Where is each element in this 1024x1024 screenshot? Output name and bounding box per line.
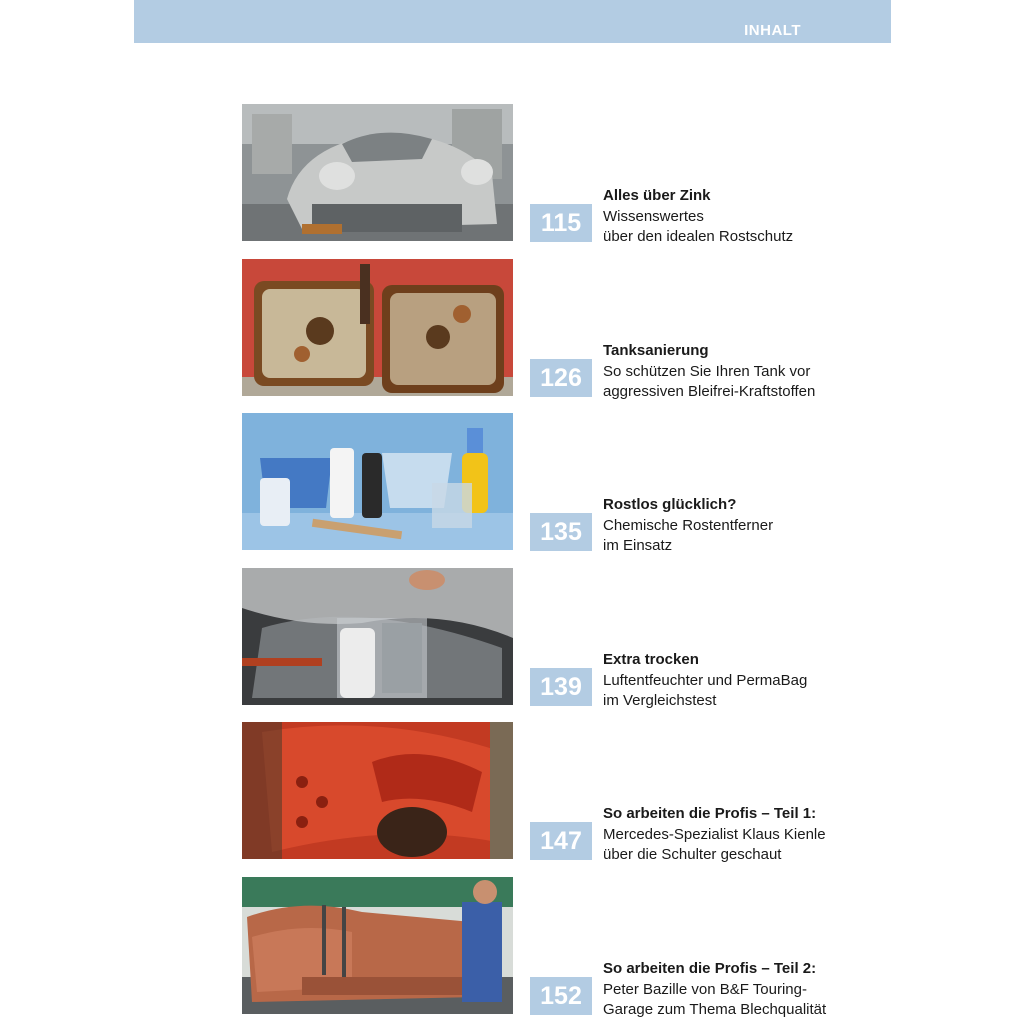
entry-line: Luftentfeuchter und PermaBag — [603, 671, 808, 689]
rusty-tanks-photo — [242, 259, 513, 396]
entry-line: im Einsatz — [603, 537, 673, 554]
entry-text — [603, 650, 903, 712]
entry-title: Rostlos glücklich? — [603, 496, 737, 513]
entry-line: im Vergleichstest — [603, 692, 717, 709]
toc-entry[interactable] — [0, 413, 1024, 554]
dehumidifier-permabag-photo — [242, 568, 513, 705]
entry-title: Tanksanierung — [603, 342, 709, 359]
rust-remover-products-photo — [242, 413, 513, 550]
entry-text — [603, 341, 903, 403]
section-title: INHALT — [744, 22, 801, 39]
header-bar — [134, 0, 891, 43]
entry-line: Chemische Rostentferner — [603, 516, 774, 534]
entry-line: Wissenswertes — [603, 207, 704, 225]
entry-title: So arbeiten die Profis – Teil 1: — [603, 805, 817, 822]
toc-entry[interactable] — [0, 104, 1024, 245]
entry-line: über die Schulter geschaut — [603, 846, 782, 863]
entry-line: Mercedes-Spezialist Klaus Kienle — [603, 825, 826, 843]
page-number: 126 — [530, 359, 592, 397]
entry-title: Extra trocken — [603, 651, 699, 668]
page-number: 147 — [530, 822, 592, 860]
entry-text — [603, 495, 903, 557]
entry-line: Peter Bazille von B&F Touring- — [603, 980, 807, 998]
page-number: 139 — [530, 668, 592, 706]
entry-line: Garage zum Thema Blechqualität — [603, 1001, 827, 1018]
toc-entry[interactable] — [0, 722, 1024, 863]
entry-text — [603, 804, 903, 866]
entry-line: aggressiven Bleifrei-Kraftstoffen — [603, 383, 816, 400]
page-number: 135 — [530, 513, 592, 551]
entry-text — [603, 959, 903, 1021]
page-number: 115 — [530, 204, 592, 242]
entry-title: So arbeiten die Profis – Teil 2: — [603, 960, 817, 977]
entry-title: Alles über Zink — [603, 187, 711, 204]
toc-entry[interactable] — [0, 568, 1024, 709]
toc-entry[interactable] — [0, 259, 1024, 400]
toc-entry[interactable] — [0, 877, 1024, 1018]
entry-line: So schützen Sie Ihren Tank vor — [603, 362, 811, 380]
entry-text — [603, 186, 903, 248]
entry-line: über den idealen Rostschutz — [603, 228, 794, 245]
mercedes-body-repair-photo — [242, 722, 513, 859]
page-number: 152 — [530, 977, 592, 1015]
car-body-factory-photo — [242, 104, 513, 241]
touring-garage-sheet-metal-photo — [242, 877, 513, 1014]
